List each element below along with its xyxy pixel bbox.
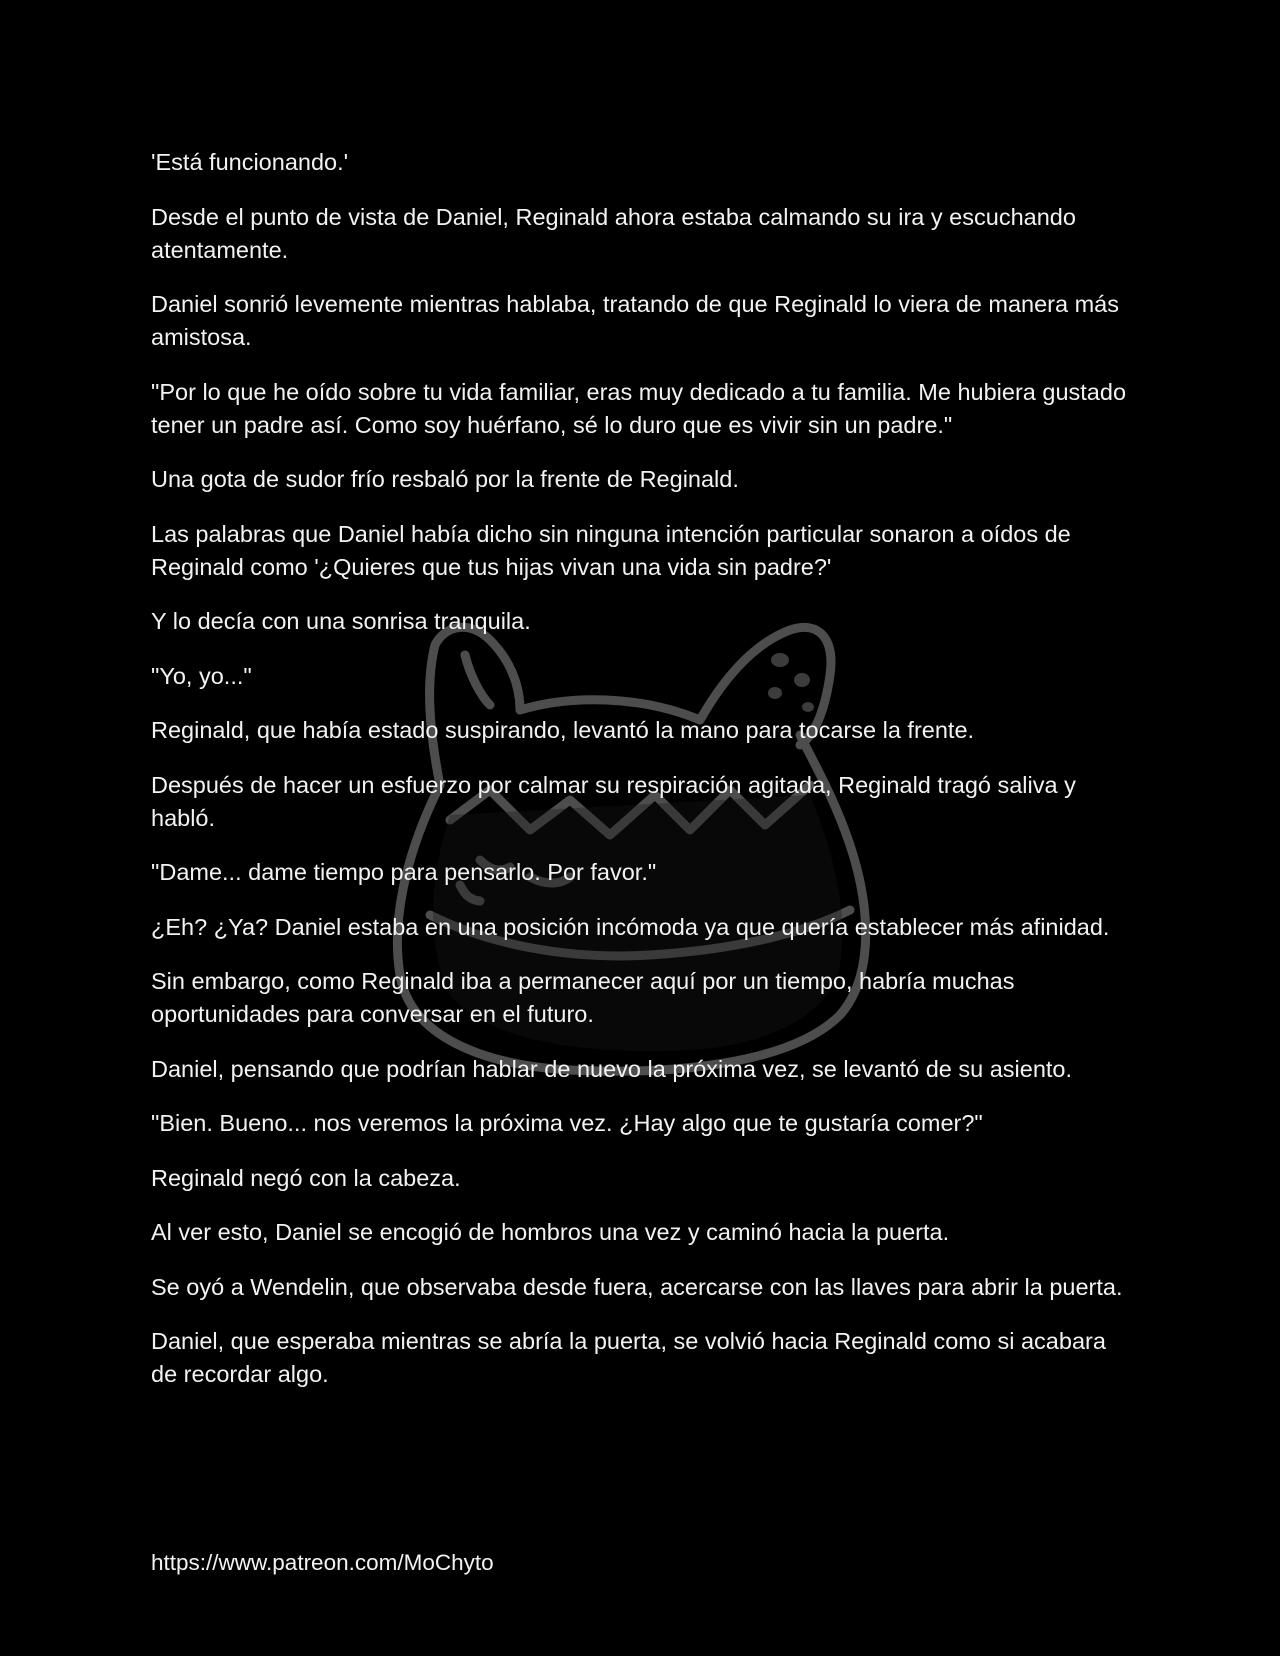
paragraph: "Yo, yo..." <box>151 662 252 689</box>
paragraph: ¿Eh? ¿Ya? Daniel estaba en una posición incómoda ya que quería establecer más afinidad. <box>151 913 1110 940</box>
patreon-link[interactable]: https://www.patreon.com/MoChyto <box>151 1550 494 1575</box>
paragraph: Daniel, pensando que podrían hablar de nuevo la próxima vez, se levantó de su asiento. <box>151 1055 1073 1082</box>
paragraph: Se oyó a Wendelin, que observaba desde fuera, acercarse con las llaves para abrir la puerta. <box>151 1273 1123 1300</box>
paragraph: Y lo decía con una sonrisa tranquila. <box>151 608 531 634</box>
paragraph: Desde el punto de vista de Daniel, Reginald ahora estaba calmando su ira y escuchando atentamente. <box>151 203 1076 263</box>
paragraph: "Por lo que he oído sobre tu vida familiar, eras muy dedicado a tu familia. Me hubiera gustado tener un padre así. Como soy huérfano, sé lo duro que es vivir sin un padre." <box>151 378 1127 438</box>
paragraph: "Dame... dame tiempo para pensarlo. Por favor." <box>151 859 657 885</box>
paragraph: Las palabras que Daniel había dicho sin ninguna intención particular sonaron a oídos de Reginald como '¿Quieres que tus hijas vivan una vida sin padre?' <box>151 520 1071 580</box>
paragraph: Después de hacer un esfuerzo por calmar su respiración agitada, Reginald tragó saliva y habló. <box>151 771 1076 831</box>
paragraph: Al ver esto, Daniel se encogió de hombros una vez y caminó hacia la puerta. <box>151 1219 950 1245</box>
paragraph: 'Está funcionando.' <box>151 149 349 175</box>
paragraph: Daniel sonrió levemente mientras hablaba, tratando de que Reginald lo viera de manera más amistosa. <box>151 291 1119 350</box>
paragraph: Sin embargo, como Reginald iba a permanecer aquí por un tiempo, habría muchas oportunidades para conversar en el futuro. <box>151 968 1015 1027</box>
paragraph: "Bien. Bueno... nos veremos la próxima vez. ¿Hay algo que te gustaría comer?" <box>151 1110 983 1136</box>
paragraph: Reginald, que había estado suspirando, levantó la mano para tocarse la frente. <box>151 717 975 743</box>
paragraph: Daniel, que esperaba mientras se abría la puerta, se volvió hacia Reginald como si acabara de recordar algo. <box>151 1328 1106 1387</box>
paragraph: Una gota de sudor frío resbaló por la frente de Reginald. <box>151 466 739 492</box>
paragraph: Reginald negó con la cabeza. <box>151 1164 461 1191</box>
story-text <box>151 146 1136 1413</box>
